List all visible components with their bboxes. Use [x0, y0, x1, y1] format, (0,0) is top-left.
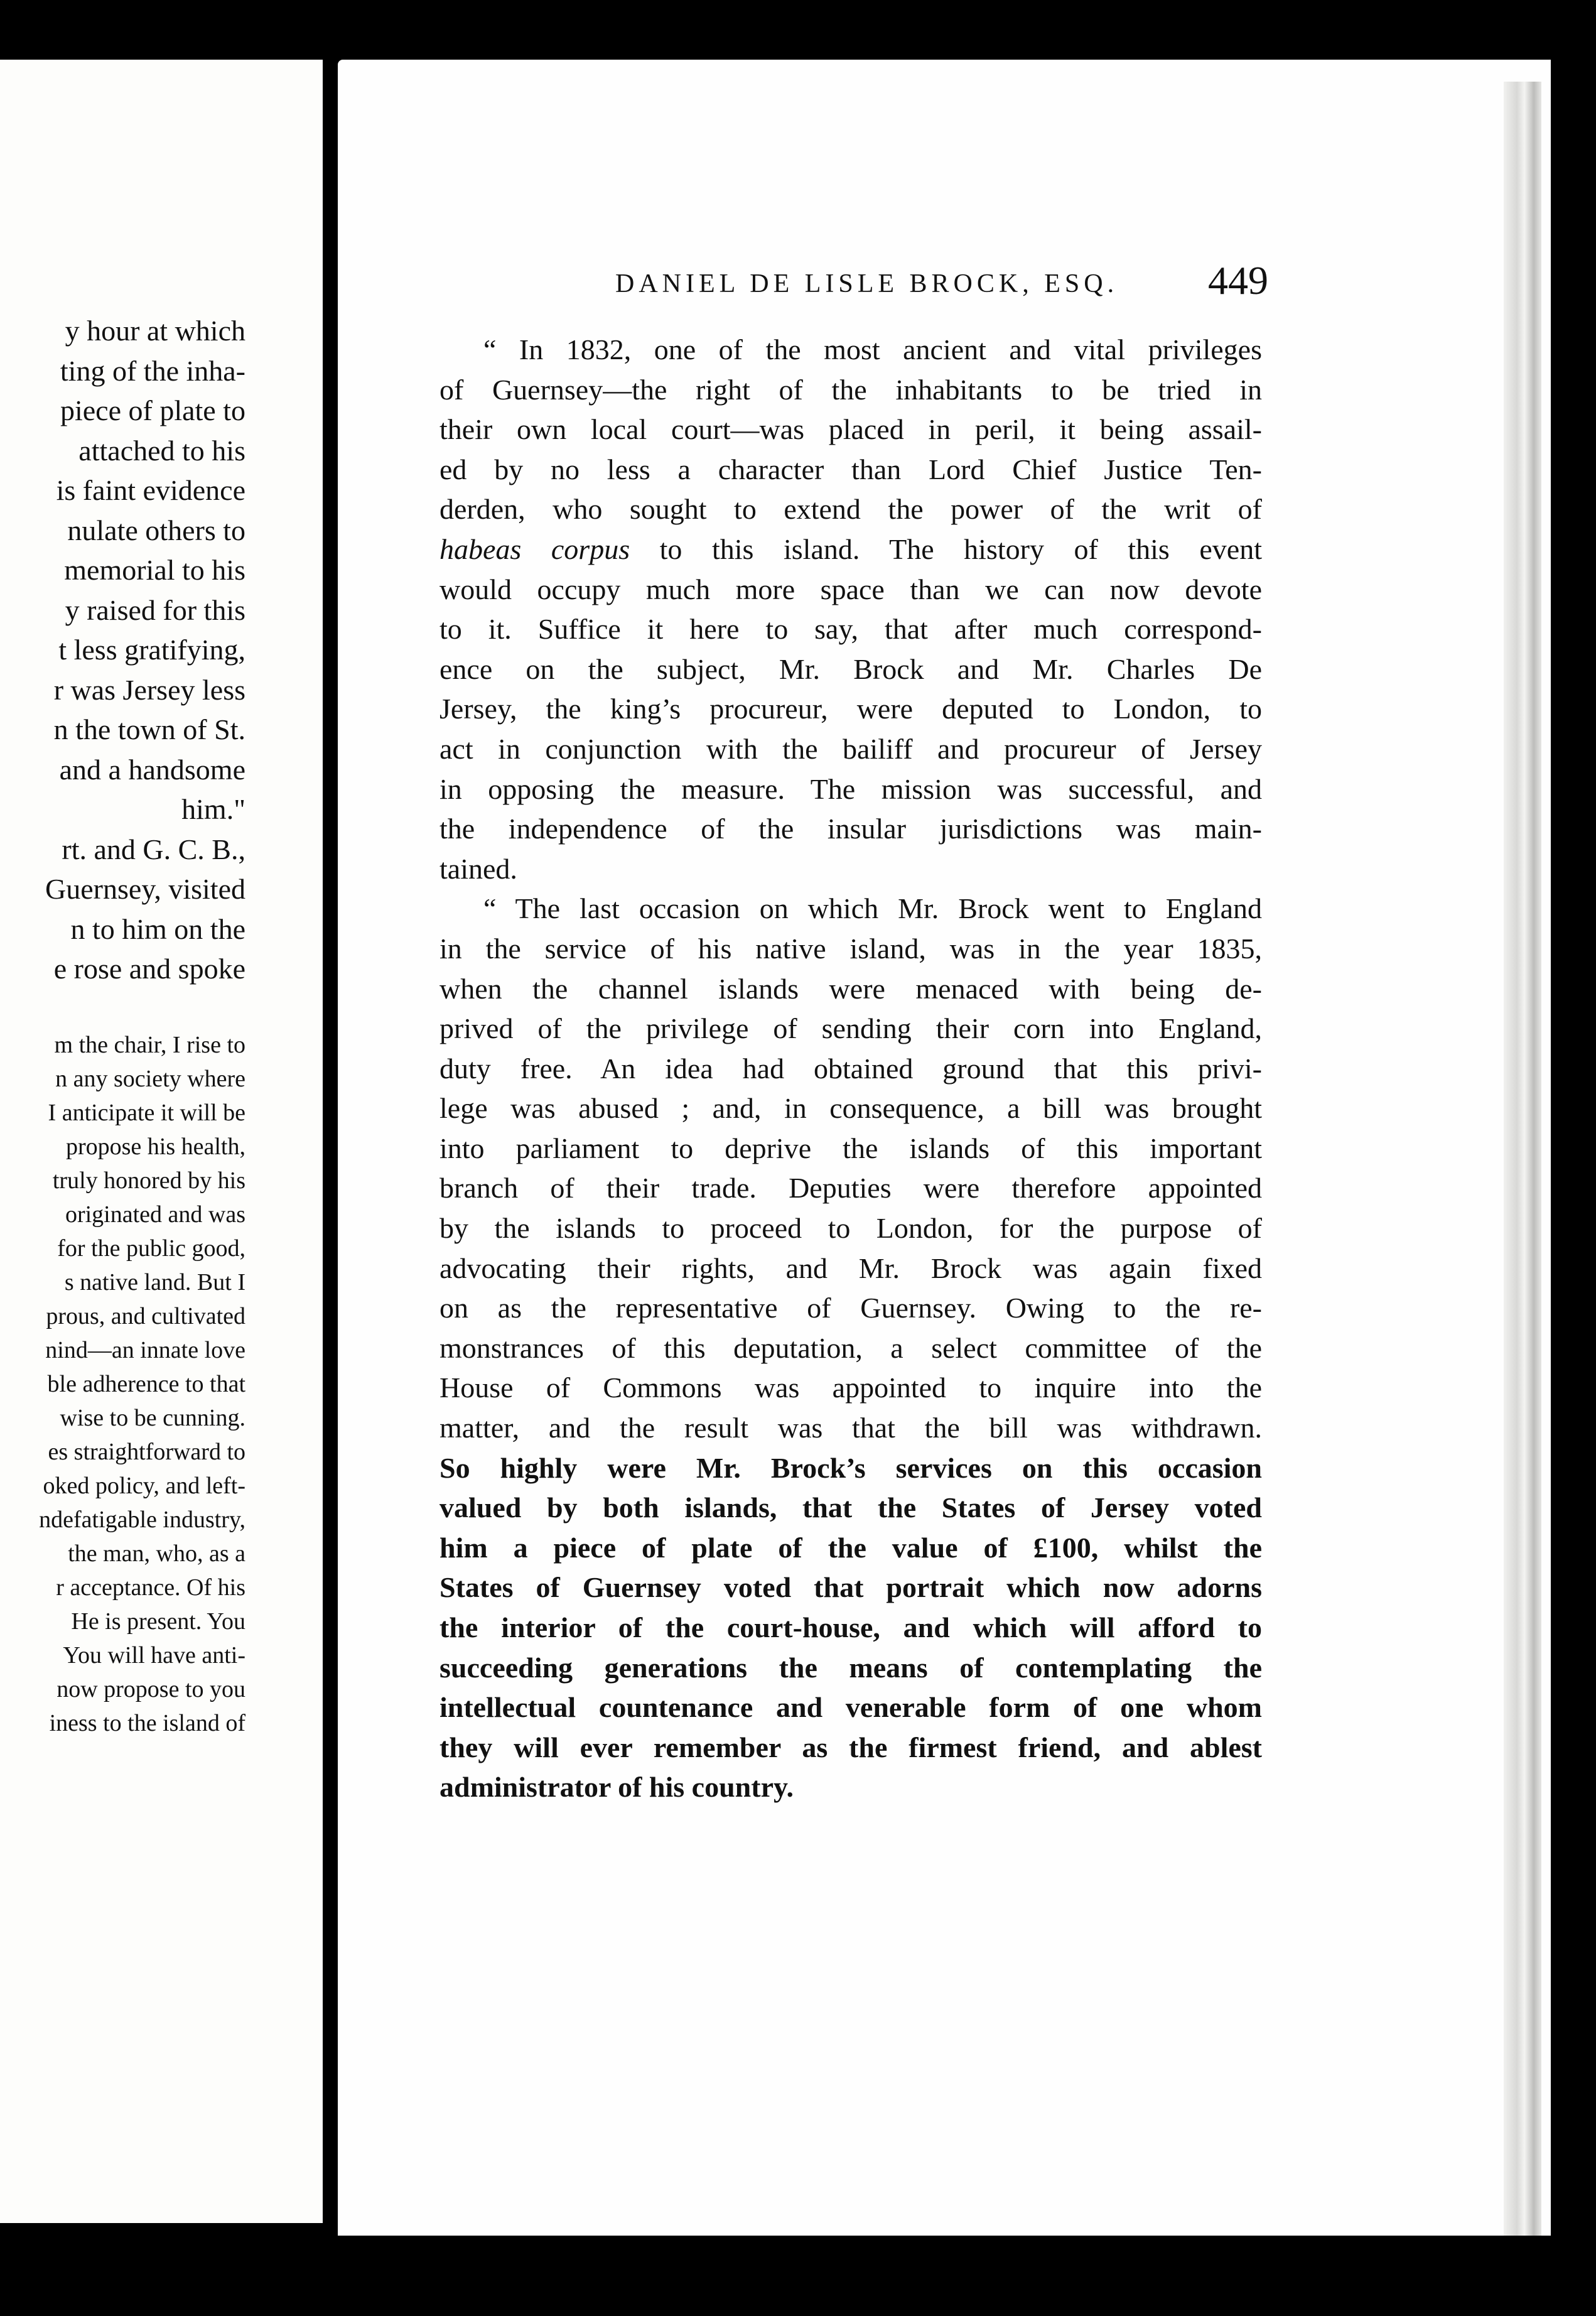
left-small-line: oked policy, and left- — [43, 1472, 245, 1499]
text-line: intellectual countenance and venerable form of one whom — [439, 1691, 1262, 1724]
left-small-line: wise to be cunning. — [60, 1404, 245, 1431]
left-small-line: prous, and cultivated — [46, 1302, 245, 1329]
left-small-line: You will have anti- — [63, 1642, 245, 1669]
left-line: r was Jersey less — [53, 673, 245, 706]
left-line: and a handsome — [59, 753, 245, 786]
text-line: “ In 1832, one of the most ancient and vital privileges — [483, 333, 1262, 365]
left-small-line: iness to the island of — [49, 1709, 245, 1736]
left-line: piece of plate to — [60, 394, 245, 426]
left-line: memorial to his — [64, 554, 245, 586]
text-line: matter, and the result was that the bill was withdrawn. — [439, 1412, 1262, 1444]
left-small-line: originated and was — [65, 1201, 245, 1228]
left-small-line: He is present. You — [71, 1608, 245, 1635]
text-line: lege was abused ; and, in consequence, a bill was brought — [439, 1092, 1262, 1125]
left-small-line: truly honored by his — [52, 1167, 245, 1194]
text-line: advocating their rights, and Mr. Brock was again fixed — [439, 1252, 1262, 1284]
page-edge — [1504, 82, 1541, 2236]
text-line: into parliament to deprive the islands of this important — [439, 1132, 1262, 1164]
text-line: him a piece of plate of the value of £100, whilst the — [439, 1531, 1262, 1564]
left-small-line: s native land. But I — [64, 1269, 245, 1296]
left-small-line: nind—an innate love — [45, 1336, 245, 1363]
left-small-line: the man, who, as a — [68, 1540, 245, 1567]
left-small-line: propose his health, — [65, 1133, 245, 1160]
left-line: is faint evidence — [56, 474, 245, 506]
left-line: t less gratifying, — [58, 634, 245, 666]
left-line: n to him on the — [70, 912, 245, 945]
left-small-line: for the public good, — [57, 1235, 245, 1262]
left-line: Guernsey, visited — [45, 873, 245, 905]
running-head — [603, 257, 1268, 308]
text-line: Jersey, the king’s procureur, were deputed to London, to — [439, 693, 1262, 725]
text-line: States of Guernsey voted that portrait which now adorns — [439, 1571, 1262, 1604]
left-small-line: n any society where — [55, 1065, 245, 1092]
paragraph-2 — [439, 889, 1262, 1807]
text-line: in the service of his native island, was in the year 1835, — [439, 932, 1262, 965]
book-gutter — [323, 0, 338, 2316]
text-line: in opposing the measure. The mission was successful, and — [439, 772, 1262, 805]
left-line: y hour at which — [65, 315, 245, 347]
italic-phrase: habeas corpus — [439, 533, 630, 565]
left-small-line: I anticipate it will be — [48, 1099, 245, 1126]
left-gap — [0, 989, 245, 1028]
text-line: duty free. An idea had obtained ground that this privi- — [439, 1052, 1262, 1085]
left-line: nulate others to — [67, 514, 245, 546]
text-line: House of Commons was appointed to inquire into the — [439, 1372, 1262, 1404]
left-line: ting of the inha- — [60, 354, 245, 387]
left-line: y raised for this — [65, 593, 245, 626]
left-small-line: r acceptance. Of his — [56, 1574, 245, 1601]
text-line: of Guernsey—the right of the inhabitants to be tried in — [439, 373, 1262, 406]
text-line: they will ever remember as the firmest friend, and ablest — [439, 1731, 1262, 1763]
text-line: ed by no less a character than Lord Chief Justice Ten- — [439, 453, 1262, 485]
main-text — [439, 330, 1262, 1807]
text-line: the interior of the court-house, and which will afford to — [439, 1611, 1262, 1643]
left-small-line: es straightforward to — [48, 1438, 245, 1465]
left-page-text — [0, 311, 245, 1740]
text-line: on as the representative of Guernsey. Owing to the re- — [439, 1292, 1262, 1324]
left-line: e rose and spoke — [53, 953, 245, 985]
text-line: tained. — [439, 852, 517, 885]
left-small-line: m the chair, I rise to — [54, 1031, 245, 1058]
running-title: DANIEL DE LISLE BROCK, ESQ. — [615, 269, 1119, 298]
paragraph-1 — [439, 330, 1262, 889]
text-line: monstrances of this deputation, a select committee of the — [439, 1331, 1262, 1364]
left-line: attached to his — [78, 434, 245, 467]
text-line: when the channel islands were menaced with being de- — [439, 972, 1262, 1005]
page-number: 449 — [1208, 258, 1268, 303]
text-line: prived of the privilege of sending their corn into England, — [439, 1012, 1262, 1045]
text-line: act in conjunction with the bailiff and procureur of Jersey — [439, 732, 1262, 765]
text-line: their own local court—was placed in peril, it being assail- — [439, 413, 1262, 446]
text-line-with-italic — [439, 529, 1262, 570]
text-line: the independence of the insular jurisdictions was main- — [439, 813, 1262, 845]
text-line: would occupy much more space than we can now devote — [439, 573, 1262, 605]
left-line: him." — [181, 793, 245, 825]
text-line: branch of their trade. Deputies were therefore appointed — [439, 1172, 1262, 1204]
text-line: by the islands to proceed to London, for the purpose of — [439, 1212, 1262, 1245]
left-small-line: ndefatigable industry, — [39, 1506, 245, 1533]
text-line: “ The last occasion on which Mr. Brock went to England — [483, 892, 1262, 925]
left-small-line: ble adherence to that — [47, 1370, 245, 1397]
left-line: rt. and G. C. B., — [62, 833, 245, 865]
text-segment: to this island. The history of this event — [659, 533, 1263, 565]
left-line: n the town of St. — [53, 713, 245, 745]
text-line: valued by both islands, that the States of Jersey voted — [439, 1491, 1262, 1524]
text-line: succeeding generations the means of contemplating the — [439, 1651, 1262, 1684]
text-line: So highly were Mr. Brock’s services on this occasion — [439, 1451, 1262, 1484]
left-small-line: now propose to you — [57, 1675, 245, 1702]
text-line: to it. Suffice it here to say, that after much correspond- — [439, 613, 1262, 646]
text-line: ence on the subject, Mr. Brock and Mr. Charles De — [439, 652, 1262, 685]
text-line: derden, who sought to extend the power of the writ of — [439, 493, 1262, 526]
text-line: administrator of his country. — [439, 1771, 794, 1804]
left-page — [0, 60, 323, 2223]
